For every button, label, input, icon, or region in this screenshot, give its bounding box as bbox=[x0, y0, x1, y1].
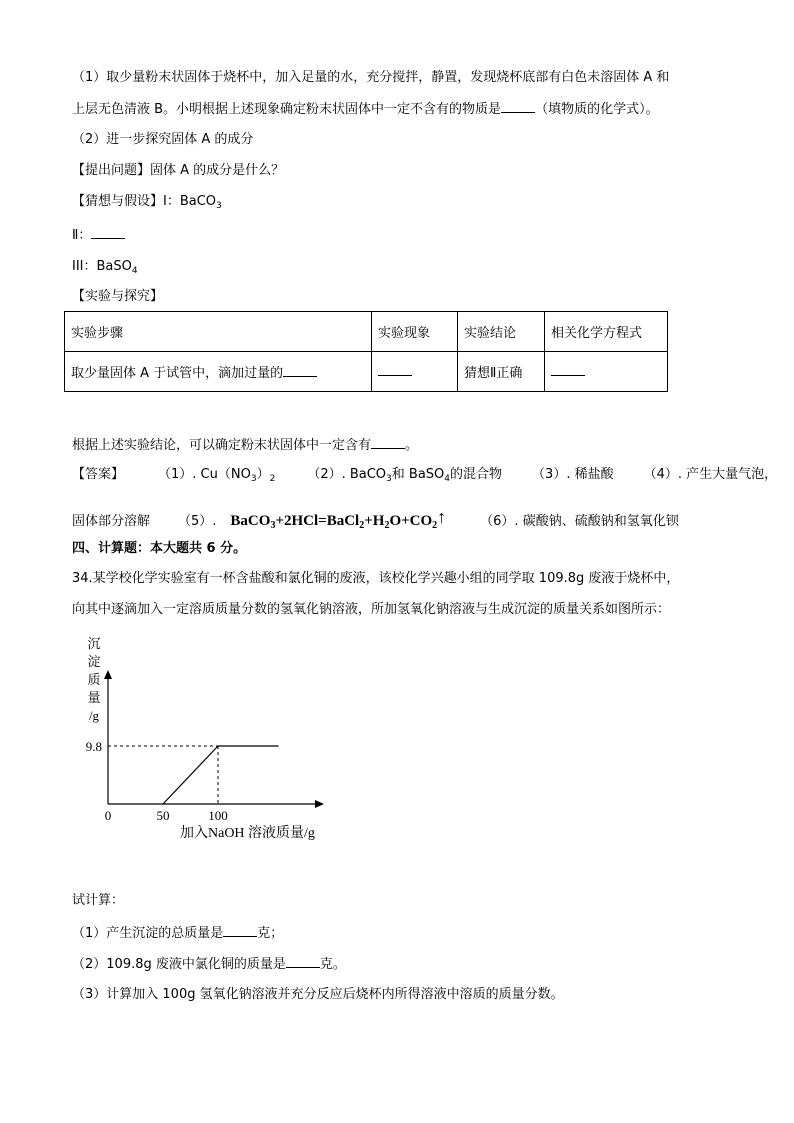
answer-2: （2）. BaCO bbox=[307, 467, 387, 482]
table-row bbox=[65, 352, 668, 392]
answer-line1 bbox=[72, 466, 777, 488]
y-tick-labels bbox=[86, 739, 102, 754]
y-axis-label-char: 质 bbox=[87, 673, 101, 688]
chemical-equation: $BaCO_3+2HCl=BaCl_2+H_2O+CO_2↑$ bbox=[230, 507, 447, 531]
answer-blank bbox=[501, 100, 535, 113]
q1-line2-text: 上层无色清液 B。小明根据上述现象确定粉末状固体中一定不含有的物质是 bbox=[72, 102, 502, 117]
table-cell bbox=[545, 352, 668, 392]
precipitate-chart bbox=[60, 632, 360, 852]
table-cell: 猜想Ⅱ正确 bbox=[458, 352, 545, 392]
calc-heading: 试计算： bbox=[72, 893, 125, 908]
q34-line2: 向其中逐滴加入一定溶质质量分数的氢氧化钠溶液，所加氢氧化钠溶液与生成沉淀的质量关系如图所示： bbox=[72, 602, 671, 617]
answer-blank bbox=[91, 226, 125, 239]
section-4-heading: 四、计算题：本大题共 6 分。 bbox=[72, 541, 247, 556]
answer-1-end: ） bbox=[256, 467, 270, 482]
subscript: 2 bbox=[269, 474, 276, 484]
series-segment bbox=[163, 746, 218, 804]
x-tick-label: 50 bbox=[156, 808, 170, 823]
y-axis-label bbox=[87, 637, 100, 723]
calc-2-text: （2）109.8g 废液中氯化铜的质量是 bbox=[72, 957, 286, 972]
x-tick-label: 0 bbox=[104, 808, 112, 823]
y-axis-label-char: 沉 bbox=[87, 637, 101, 652]
answer-4-cont: 固体部分溶解 bbox=[72, 514, 151, 529]
q2-line: （2）进一步探究固体 A 的成分 bbox=[72, 132, 254, 147]
q1-line1: （1）取少量粉末状固体于烧杯中，加入足量的水，充分搅拌，静置，发现烧杯底部有白色未溶固体 A 和 bbox=[72, 70, 670, 85]
table-header: 实验步骤 bbox=[65, 312, 372, 352]
table-header: 实验现象 bbox=[372, 312, 458, 352]
answer-line2 bbox=[72, 505, 679, 538]
q1-line2-tail: （填物质的化学式）。 bbox=[535, 102, 659, 117]
answer-2-end: 的混合物 bbox=[450, 467, 503, 482]
ask-question: 【提出问题】固体 A 的成分是什么？ bbox=[72, 163, 285, 178]
subscript: 3 bbox=[216, 201, 222, 211]
conclusion-text: 根据上述实验结论，可以确定粉末状固体中一定含有 bbox=[72, 438, 372, 453]
answer-3: （3）. 稀盐酸 bbox=[532, 467, 614, 482]
subscript: 4 bbox=[444, 474, 451, 484]
hypothesis-2-text: Ⅱ： bbox=[72, 228, 92, 243]
hypothesis-3 bbox=[72, 258, 138, 280]
experiment-table bbox=[64, 311, 668, 392]
table-cell bbox=[65, 352, 372, 392]
x-axis-label: 加入NaOH 溶液质量/g bbox=[180, 826, 315, 841]
conclusion-line bbox=[72, 436, 418, 455]
answer-6: （6）. 碳酸钠、硫酸钠和氢氧化钡 bbox=[480, 514, 679, 529]
subscript: 3 bbox=[250, 474, 257, 484]
calc-2 bbox=[72, 955, 346, 974]
answer-blank bbox=[283, 364, 317, 377]
calc-1 bbox=[72, 924, 283, 943]
answer-label: 【答案】 bbox=[72, 467, 125, 482]
series-line bbox=[163, 746, 279, 804]
answer-2-mid: 和 BaSO bbox=[391, 467, 445, 482]
answer-5: （5）. bbox=[178, 514, 217, 529]
calc-2-tail: 克。 bbox=[319, 957, 346, 972]
y-axis-arrow bbox=[104, 670, 112, 679]
hypothesis-2 bbox=[72, 226, 125, 245]
y-tick-label: 9.8 bbox=[85, 738, 102, 754]
answer-blank bbox=[223, 924, 257, 937]
answer-4: （4）. 产生大量气泡， bbox=[643, 467, 778, 482]
q34-line1: 34.某学校化学实验室有一杯含盐酸和氯化铜的废液，该校化学兴趣小组的同学取 109.8g 废液于烧杯中， bbox=[72, 571, 680, 586]
x-tick-label: 100 bbox=[208, 808, 228, 823]
hypothesis-3-text: III：BaSO bbox=[72, 259, 132, 274]
period: 。 bbox=[405, 438, 419, 453]
y-axis-label-char: /g bbox=[88, 708, 100, 723]
cell-text: 取少量固体 A 于试管中，滴加过量的 bbox=[71, 366, 284, 381]
table-cell bbox=[372, 352, 458, 392]
calc-1-tail: 克； bbox=[257, 926, 284, 941]
hypothesis-1 bbox=[72, 193, 222, 215]
q1-line2 bbox=[72, 100, 659, 119]
answer-blank bbox=[378, 363, 412, 376]
hypothesis-1-text: 【猜想与假设】I：BaCO bbox=[72, 194, 217, 209]
answer-blank bbox=[551, 363, 585, 376]
subscript: 4 bbox=[131, 266, 138, 276]
table-header: 相关化学方程式 bbox=[545, 312, 668, 352]
table-header: 实验结论 bbox=[458, 312, 545, 352]
answer-1: （1）. Cu（NO bbox=[158, 467, 251, 482]
calc-3: （3）计算加入 100g 氢氧化钠溶液并充分反应后烧杯内所得溶液中溶质的质量分数。 bbox=[72, 987, 564, 1002]
y-axis-label-char: 淀 bbox=[87, 655, 101, 670]
table-header-row bbox=[65, 312, 668, 352]
answer-blank bbox=[371, 436, 405, 449]
answer-blank bbox=[286, 955, 320, 968]
explore-heading: 【实验与探究】 bbox=[72, 289, 164, 304]
guide-lines bbox=[108, 746, 218, 804]
y-axis-label-char: 量 bbox=[87, 691, 101, 706]
x-axis-arrow bbox=[315, 800, 324, 808]
x-tick-labels bbox=[105, 808, 228, 823]
subscript: 3 bbox=[386, 474, 392, 484]
calc-1-text: （1）产生沉淀的总质量是 bbox=[72, 926, 224, 941]
